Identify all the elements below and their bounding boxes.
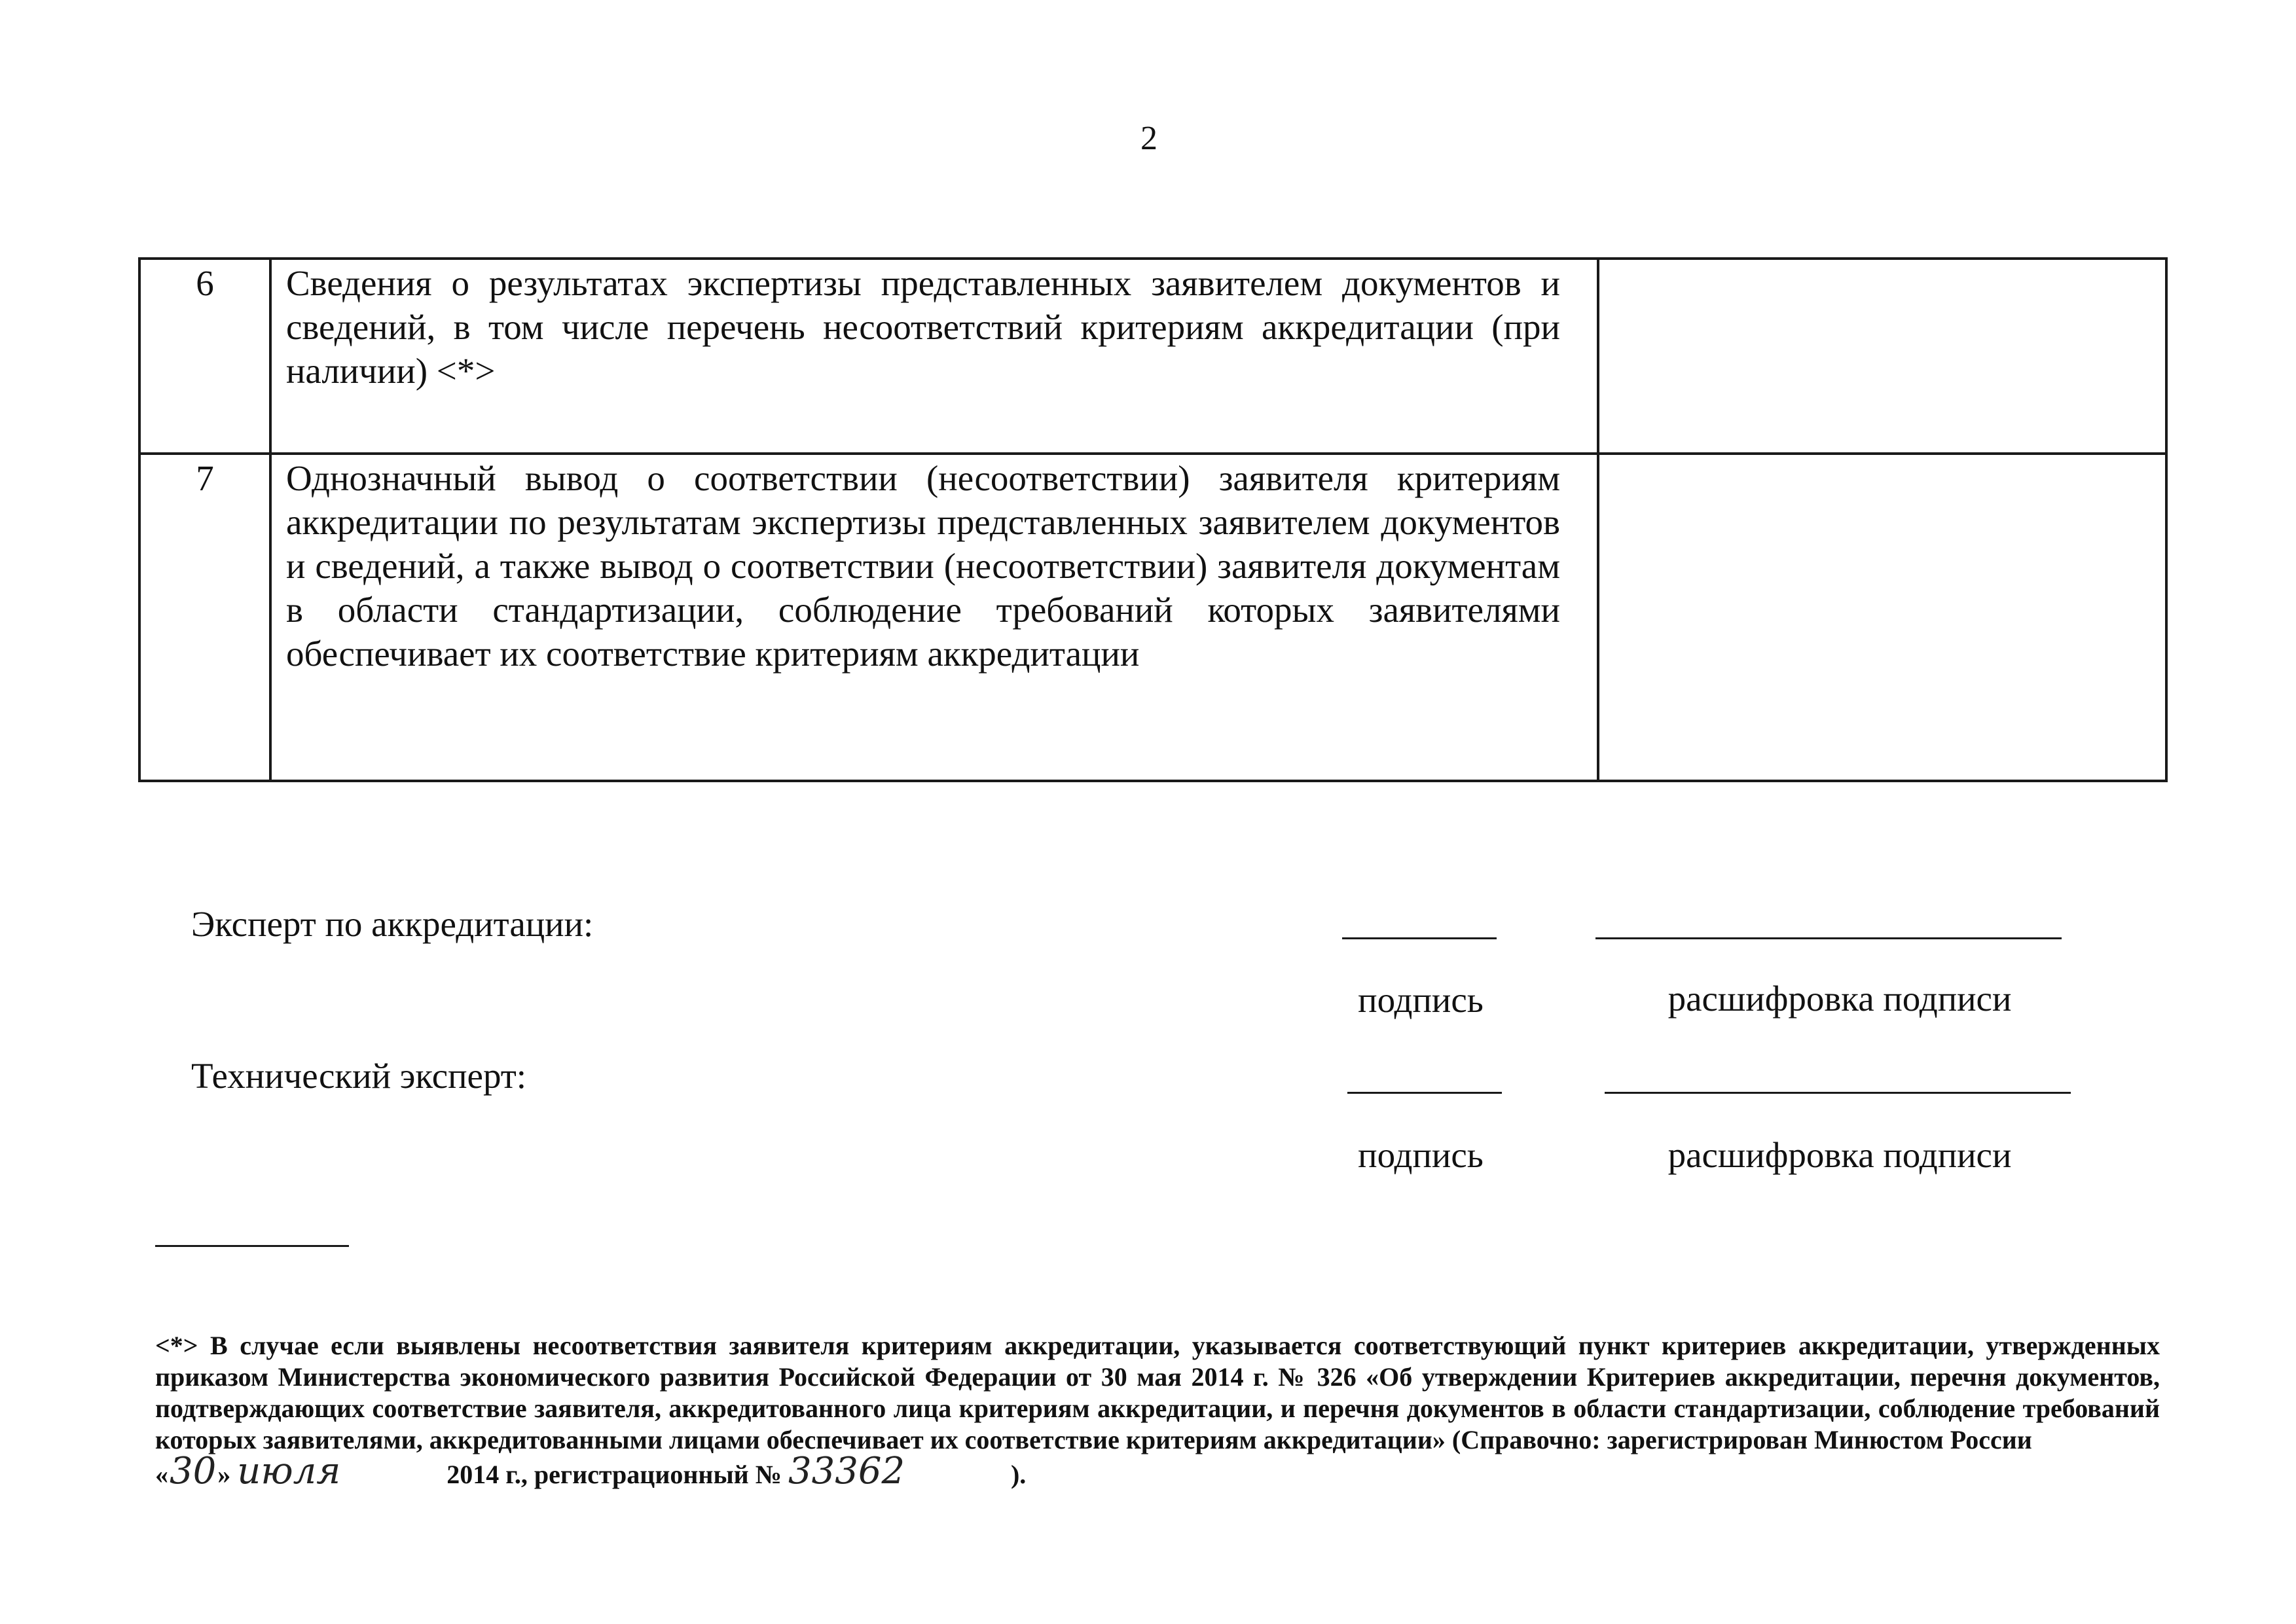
quote-close: » (217, 1460, 231, 1489)
expert-decoding-line (1595, 937, 2062, 939)
technical-expert-label: Технический эксперт: (191, 1056, 527, 1096)
footnote (155, 1330, 2160, 1490)
table-row-6 (139, 259, 2166, 454)
footnote-separator (155, 1245, 349, 1247)
row-description: Сведения о результатах экспертизы представленных заявителем документов и сведений, в том числе перечень несоответствий критериям аккредитации (при наличии) <*> (270, 259, 1598, 454)
page-number: 2 (1140, 120, 1157, 157)
handwritten-registration-number: 33362 (788, 1450, 905, 1492)
expert-signature-caption: подпись (1358, 980, 1484, 1020)
footnote-closing: ). (1010, 1460, 1027, 1489)
expert-decoding-caption: расшифровка подписи (1667, 979, 2012, 1019)
expert-signature-line (1342, 937, 1497, 939)
technical-expert-signature-caption: подпись (1358, 1135, 1484, 1175)
row-number: 7 (139, 454, 270, 781)
criteria-table (138, 257, 2168, 782)
table-row-7 (139, 454, 2166, 781)
expert-label: Эксперт по аккредитации: (191, 904, 594, 944)
technical-expert-decoding-line (1605, 1092, 2071, 1094)
handwritten-month: июля (237, 1450, 341, 1492)
row-number: 6 (139, 259, 270, 454)
row-value-cell (1598, 259, 2166, 454)
footnote-text: <*> В случае если выявлены несоответствия заявителя критериям аккредитации, указывается соответствующий пункт критериев аккредитации, утвержденных приказом Министерства экономического развития Российской Федерации от 30 мая 2014 г. № 326 «Об утверждении Критериев аккредитации, перечня документов, подтверждающих соответствие заявителя, аккредитованного лица критериям аккредитации, и перечня документов в области стандартизации, соблюдение требований которых заявителями, аккредитованными лицами обеспечивает их соответствие критериям аккредитации» (Справочно: зарегистрирован Минюстом России (155, 1331, 2160, 1454)
handwritten-day: 30 (170, 1450, 217, 1492)
quote-open: « (155, 1460, 168, 1489)
registration-text: 2014 г., регистрационный № (446, 1460, 782, 1489)
row-description: Однозначный вывод о соответствии (несоответствии) заявителя критериям аккредитации по результатам экспертизы представленных заявителем документов и сведений, а также вывод о соответствии (несоответствии) заявителя документам в области стандартизации, соблюдение требований которых заявителями обеспечивает их соответствие критериям аккредитации (270, 454, 1598, 781)
technical-expert-signature-line (1347, 1092, 1502, 1094)
technical-expert-decoding-caption: расшифровка подписи (1667, 1135, 2012, 1175)
row-value-cell (1598, 454, 2166, 781)
